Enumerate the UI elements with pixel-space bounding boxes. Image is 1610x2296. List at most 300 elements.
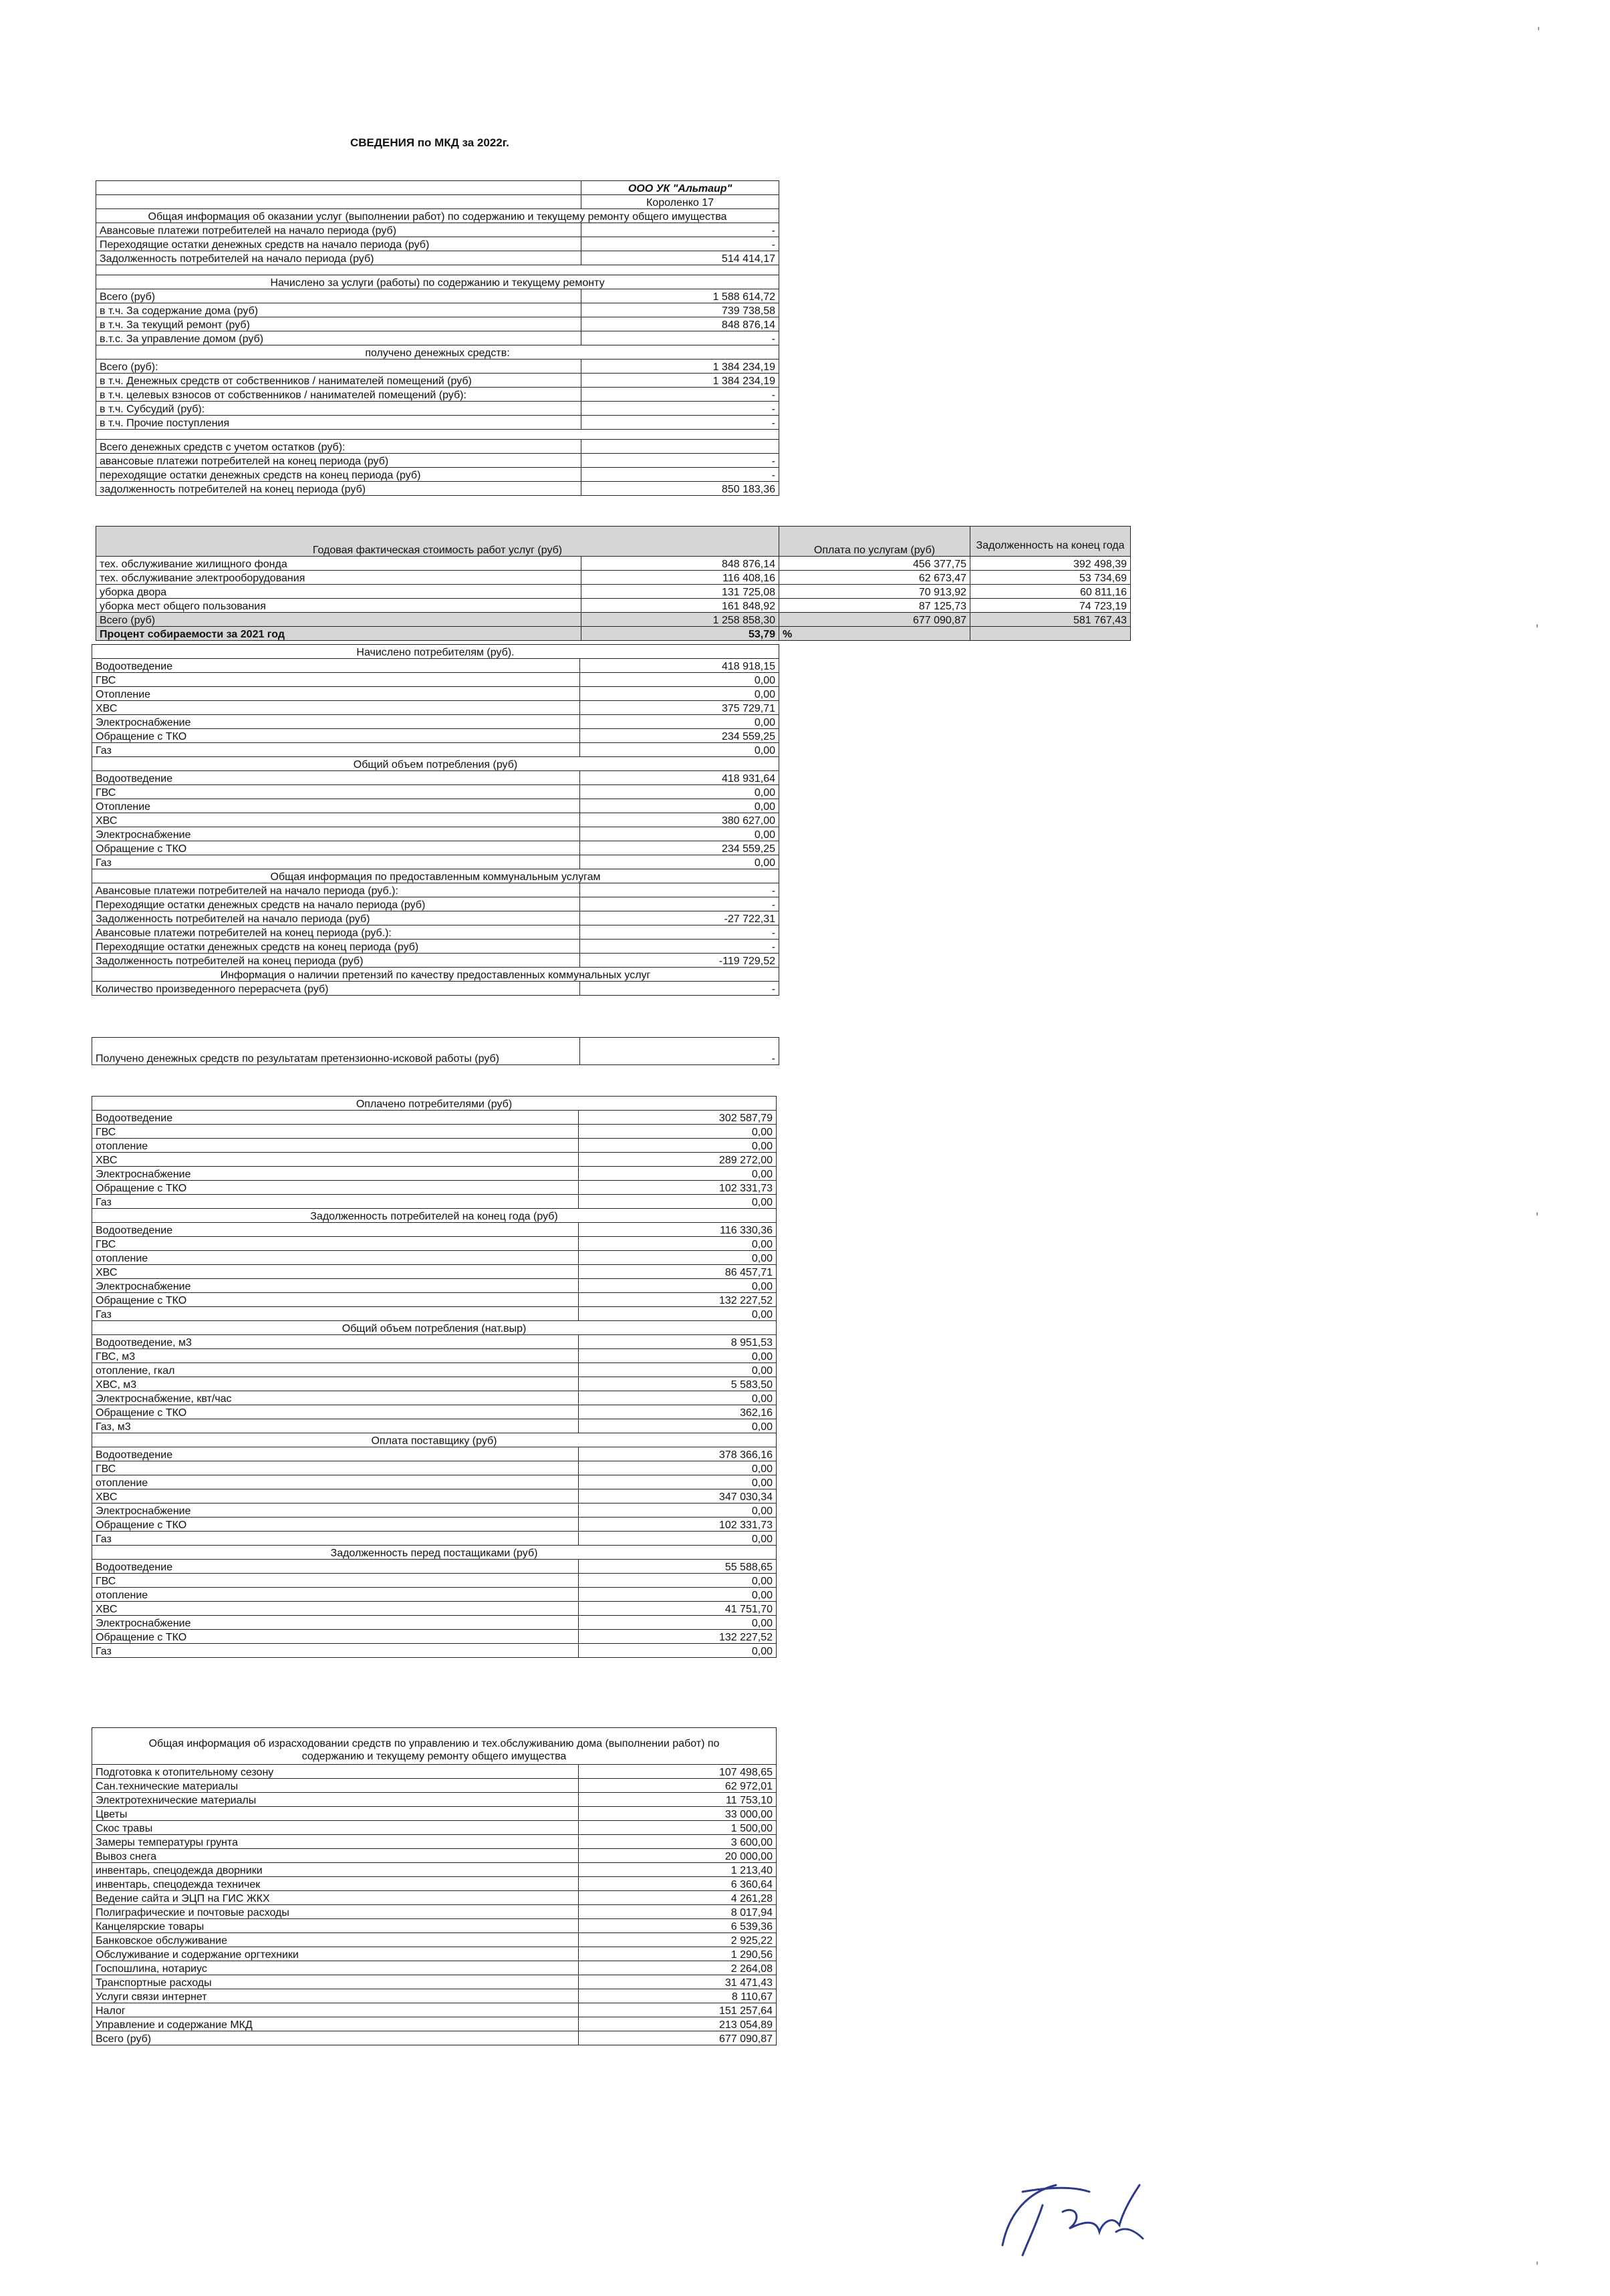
accrued-value: 848 876,14 — [581, 317, 779, 331]
consumption-rub-label: Электроснабжение — [92, 827, 580, 841]
annual-paid: 456 377,75 — [779, 557, 970, 571]
utilities-info-value: - — [580, 897, 779, 911]
general-row — [96, 223, 779, 237]
balance-end-label: Всего денежных средств с учетом остатков (руб): — [96, 440, 581, 454]
supplier-debt-row — [92, 1560, 777, 1574]
supplier-debt-value: 132 227,52 — [579, 1630, 777, 1644]
paid-label: ХВС — [92, 1153, 579, 1167]
charged-label: ХВС — [92, 701, 580, 715]
utilities-info-label: Авансовые платежи потребителей на начало периода (руб.): — [92, 883, 580, 897]
scan-mark-top: ' — [1537, 24, 1540, 41]
consumption-nat-label: Водоотведение, м3 — [92, 1335, 579, 1349]
supplier-paid-header: Оплата поставщику (руб) — [92, 1433, 777, 1447]
consumption-rub-row — [92, 799, 779, 813]
spending-row — [92, 1877, 777, 1891]
utilities-info-value: -119 729,52 — [580, 954, 779, 968]
received-row — [96, 388, 779, 402]
debt-consumers-label: отопление — [92, 1251, 579, 1265]
spending-row — [92, 1835, 777, 1849]
spending-row — [92, 1961, 777, 1975]
spending-label: Вывоз снега — [92, 1849, 579, 1863]
debt-consumers-row — [92, 1307, 777, 1321]
supplier-debt-value: 0,00 — [579, 1616, 777, 1630]
spending-row — [92, 1821, 777, 1835]
accrued-value: 739 738,58 — [581, 303, 779, 317]
supplier-debt-row — [92, 1588, 777, 1602]
spacer-1 — [96, 265, 779, 275]
charged-label: Электроснабжение — [92, 715, 580, 729]
consumption-nat-header-row — [92, 1321, 777, 1335]
spending-row — [92, 1989, 777, 2003]
consumption-nat-row — [92, 1419, 777, 1433]
charged-label: Водоотведение — [92, 659, 580, 673]
charged-label: Обращение с ТКО — [92, 729, 580, 743]
supplier-debt-row — [92, 1616, 777, 1630]
debt-consumers-label: Электроснабжение — [92, 1279, 579, 1293]
paid-header: Оплачено потребителями (руб) — [92, 1097, 777, 1111]
annual-col3-header: Задолженность на конец года — [970, 527, 1131, 557]
claims-received-row — [92, 1038, 779, 1065]
percent-unit: % — [779, 627, 970, 641]
charged-row — [92, 659, 779, 673]
consumption-rub-value: 234 559,25 — [580, 841, 779, 855]
received-value: - — [581, 388, 779, 402]
supplier-paid-label: ХВС — [92, 1489, 579, 1503]
consumption-rub-label: ХВС — [92, 813, 580, 827]
debt-consumers-row — [92, 1293, 777, 1307]
supplier-debt-row — [92, 1602, 777, 1616]
utilities-info-value: - — [580, 940, 779, 954]
spending-label: Транспортные расходы — [92, 1975, 579, 1989]
received-label: в т.ч. Субсудий (руб): — [96, 402, 581, 416]
consumption-nat-label: Обращение с ТКО — [92, 1405, 579, 1419]
accrued-label: Всего (руб) — [96, 289, 581, 303]
consumption-rub-row — [92, 771, 779, 785]
annual-debt: 581 767,43 — [970, 613, 1131, 627]
spending-row — [92, 2017, 777, 2031]
balance-end-row — [96, 482, 779, 496]
annual-row — [96, 599, 1131, 613]
debt-consumers-row — [92, 1265, 777, 1279]
supplier-debt-header-row — [92, 1546, 777, 1560]
supplier-paid-value: 378 366,16 — [579, 1447, 777, 1461]
spending-value: 213 054,89 — [579, 2017, 777, 2031]
consumption-nat-label: Газ, м3 — [92, 1419, 579, 1433]
utilities-info-label: Переходящие остатки денежных средств на начало периода (руб) — [92, 897, 580, 911]
supplier-debt-label: Водоотведение — [92, 1560, 579, 1574]
annual-paid: 62 673,47 — [779, 571, 970, 585]
consumption-nat-label: ХВС, м3 — [92, 1377, 579, 1391]
spending-row — [92, 1919, 777, 1933]
spending-label: Всего (руб) — [92, 2031, 579, 2045]
utilities-info-value: - — [580, 883, 779, 897]
annual-col2-header: Оплата по услугам (руб) — [779, 527, 970, 557]
document-title: СВЕДЕНИЯ по МКД за 2022г. — [350, 136, 509, 149]
org-name: ООО УК "Альтаир" — [581, 181, 779, 195]
debt-consumers-header: Задолженность потребителей на конец года (руб) — [92, 1209, 777, 1223]
spending-header: Общая информация об израсходовании средств по управлению и тех.обслуживанию дома (выполнении работ) по содержанию и текущему ремонту общего имущества — [92, 1728, 777, 1765]
received-row — [96, 416, 779, 430]
spending-label: Ведение сайта и ЭЦП на ГИС ЖКХ — [92, 1891, 579, 1905]
spending-row — [92, 1765, 777, 1779]
balance-end-label: задолженность потребителей на конец периода (руб) — [96, 482, 581, 496]
annual-label: уборка мест общего пользования — [96, 599, 581, 613]
debt-consumers-value: 116 330,36 — [579, 1223, 777, 1237]
utilities-table — [92, 644, 779, 996]
paid-header-row — [92, 1097, 777, 1111]
consumption-nat-row — [92, 1377, 777, 1391]
charged-value: 375 729,71 — [580, 701, 779, 715]
annual-cost: 848 876,14 — [581, 557, 779, 571]
consumption-nat-row — [92, 1391, 777, 1405]
paid-label: Обращение с ТКО — [92, 1181, 579, 1195]
consumption-nat-row — [92, 1405, 777, 1419]
paid-row — [92, 1125, 777, 1139]
recalc-row — [92, 982, 779, 996]
annual-debt: 392 498,39 — [970, 557, 1131, 571]
received-row — [96, 360, 779, 374]
spending-row — [92, 1807, 777, 1821]
paid-row — [92, 1111, 777, 1125]
supplier-paid-value: 102 331,73 — [579, 1518, 777, 1532]
received-header-row — [96, 345, 779, 360]
supplier-debt-label: Электроснабжение — [92, 1616, 579, 1630]
supplier-paid-label: Электроснабжение — [92, 1503, 579, 1518]
spending-label: Канцелярские товары — [92, 1919, 579, 1933]
received-row — [96, 374, 779, 388]
accrued-label: в т.ч. За текущий ремонт (руб) — [96, 317, 581, 331]
debt-consumers-label: ХВС — [92, 1265, 579, 1279]
annual-row — [96, 585, 1131, 599]
spending-value: 11 753,10 — [579, 1793, 777, 1807]
scan-mark-right: ' — [1536, 621, 1539, 638]
spending-row — [92, 2031, 777, 2045]
spending-row — [92, 1779, 777, 1793]
spending-value: 1 500,00 — [579, 1821, 777, 1835]
charged-value: 0,00 — [580, 743, 779, 757]
consumption-rub-value: 0,00 — [580, 785, 779, 799]
charged-value: 0,00 — [580, 673, 779, 687]
supplier-paid-value: 0,00 — [579, 1532, 777, 1546]
annual-header-row — [96, 527, 1131, 557]
paid-value: 102 331,73 — [579, 1181, 777, 1195]
annual-row — [96, 613, 1131, 627]
utilities-info-header: Общая информация по предоставленным коммунальным услугам — [92, 869, 779, 883]
annual-col1-header: Годовая фактическая стоимость работ услуг (руб) — [96, 527, 779, 557]
percent-value: 53,79 — [581, 627, 779, 641]
debt-consumers-value: 0,00 — [579, 1307, 777, 1321]
spending-label: Полиграфические и почтовые расходы — [92, 1905, 579, 1919]
spending-label: Цветы — [92, 1807, 579, 1821]
accrued-value: - — [581, 331, 779, 345]
annual-cost: 1 258 858,30 — [581, 613, 779, 627]
spending-value: 6 360,64 — [579, 1877, 777, 1891]
paid-value: 302 587,79 — [579, 1111, 777, 1125]
consumption-nat-row — [92, 1363, 777, 1377]
spending-label: Услуги связи интернет — [92, 1989, 579, 2003]
utilities-info-header-row — [92, 869, 779, 883]
charged-row — [92, 715, 779, 729]
spending-row — [92, 2003, 777, 2017]
received-label: в т.ч. целевых взносов от собственников / нанимателей помещений (руб): — [96, 388, 581, 402]
charged-label: Газ — [92, 743, 580, 757]
spending-value: 33 000,00 — [579, 1807, 777, 1821]
paid-value: 0,00 — [579, 1195, 777, 1209]
address-row — [96, 195, 779, 209]
paid-label: Газ — [92, 1195, 579, 1209]
annual-paid: 677 090,87 — [779, 613, 970, 627]
balance-end-value — [581, 440, 779, 454]
accrued-label: в.т.с. За управление домом (руб) — [96, 331, 581, 345]
org-row — [96, 181, 779, 195]
address: Короленко 17 — [581, 195, 779, 209]
paid-label: ГВС — [92, 1125, 579, 1139]
general-header-row — [96, 209, 779, 223]
supplier-paid-value: 0,00 — [579, 1475, 777, 1489]
received-header: получено денежных средств: — [96, 345, 779, 360]
charged-value: 0,00 — [580, 687, 779, 701]
spending-value: 4 261,28 — [579, 1891, 777, 1905]
paid-label: отопление — [92, 1139, 579, 1153]
consumption-rub-label: Водоотведение — [92, 771, 580, 785]
balance-end-label: авансовые платежи потребителей на конец периода (руб) — [96, 454, 581, 468]
handwritten-signature — [982, 2165, 1156, 2272]
spending-header-row — [92, 1728, 777, 1765]
spacer-2 — [96, 430, 779, 440]
utilities-info-row — [92, 883, 779, 897]
supplier-paid-row — [92, 1489, 777, 1503]
consumption-nat-value: 0,00 — [579, 1419, 777, 1433]
spending-label: Обслуживание и содержание оргтехники — [92, 1947, 579, 1961]
supplier-debt-row — [92, 1574, 777, 1588]
debt-consumers-label: Водоотведение — [92, 1223, 579, 1237]
supplier-debt-label: Обращение с ТКО — [92, 1630, 579, 1644]
accrued-row — [96, 289, 779, 303]
spending-value: 677 090,87 — [579, 2031, 777, 2045]
supplier-paid-label: Обращение с ТКО — [92, 1518, 579, 1532]
annual-debt: 53 734,69 — [970, 571, 1131, 585]
debt-consumers-row — [92, 1223, 777, 1237]
supplier-debt-value: 55 588,65 — [579, 1560, 777, 1574]
general-row — [96, 237, 779, 251]
annual-row — [96, 571, 1131, 585]
balance-end-row — [96, 440, 779, 454]
accrued-label: в т.ч. За содержание дома (руб) — [96, 303, 581, 317]
utilities-info-label: Авансовые платежи потребителей на конец периода (руб.): — [92, 925, 580, 940]
charged-header-row — [92, 645, 779, 659]
spending-value: 2 925,22 — [579, 1933, 777, 1947]
spending-label: Банковское обслуживание — [92, 1933, 579, 1947]
debt-consumers-header-row — [92, 1209, 777, 1223]
consumption-nat-label: ГВС, м3 — [92, 1349, 579, 1363]
paid-row — [92, 1181, 777, 1195]
accrued-row — [96, 317, 779, 331]
consumption-rub-value: 380 627,00 — [580, 813, 779, 827]
paid-row — [92, 1153, 777, 1167]
supplier-debt-row — [92, 1630, 777, 1644]
supplier-debt-value: 0,00 — [579, 1574, 777, 1588]
charged-row — [92, 743, 779, 757]
spending-value: 6 539,36 — [579, 1919, 777, 1933]
percent-blank — [970, 627, 1131, 641]
annual-debt: 74 723,19 — [970, 599, 1131, 613]
supplier-debt-label: ХВС — [92, 1602, 579, 1616]
supplier-paid-row — [92, 1503, 777, 1518]
debt-consumers-label: Обращение с ТКО — [92, 1293, 579, 1307]
consumption-rub-label: Отопление — [92, 799, 580, 813]
spending-label: Управление и содержание МКД — [92, 2017, 579, 2031]
spending-label: Сан.технические материалы — [92, 1779, 579, 1793]
balance-end-label: переходящие остатки денежных средств на конец периода (руб) — [96, 468, 581, 482]
supplier-debt-value: 41 751,70 — [579, 1602, 777, 1616]
supplier-debt-row — [92, 1644, 777, 1658]
supplier-debt-value: 0,00 — [579, 1588, 777, 1602]
charged-label: ГВС — [92, 673, 580, 687]
consumption-nat-value: 362,16 — [579, 1405, 777, 1419]
charged-value: 418 918,15 — [580, 659, 779, 673]
spending-row — [92, 1947, 777, 1961]
consumption-rub-value: 0,00 — [580, 855, 779, 869]
consumption-nat-value: 0,00 — [579, 1349, 777, 1363]
paid-row — [92, 1139, 777, 1153]
received-value: - — [581, 416, 779, 430]
utilities-info-label: Задолженность потребителей на конец периода (руб) — [92, 954, 580, 968]
supplier-debt-label: отопление — [92, 1588, 579, 1602]
supplier-debt-header: Задолженность перед постащиками (руб) — [92, 1546, 777, 1560]
supplier-paid-value: 347 030,34 — [579, 1489, 777, 1503]
charged-header: Начислено потребителям (руб). — [92, 645, 779, 659]
utilities-info-row — [92, 940, 779, 954]
annual-debt: 60 811,16 — [970, 585, 1131, 599]
scan-mark-bottom: ' — [1536, 2259, 1539, 2275]
claims-header: Информация о наличии претензий по качеству предоставленных коммунальных услуг — [92, 968, 779, 982]
accrued-row — [96, 303, 779, 317]
spending-value: 2 264,08 — [579, 1961, 777, 1975]
spending-value: 8 110,67 — [579, 1989, 777, 2003]
paid-value: 0,00 — [579, 1139, 777, 1153]
supplier-debt-value: 0,00 — [579, 1644, 777, 1658]
balance-end-value: - — [581, 454, 779, 468]
supplier-paid-value: 0,00 — [579, 1461, 777, 1475]
received-label: Всего (руб): — [96, 360, 581, 374]
accrued-value: 1 588 614,72 — [581, 289, 779, 303]
scan-mark-right-2: ' — [1536, 1209, 1539, 1226]
balance-end-value: - — [581, 468, 779, 482]
general-label: Авансовые платежи потребителей на начало периода (руб) — [96, 223, 581, 237]
utilities-info-label: Задолженность потребителей на начало периода (руб) — [92, 911, 580, 925]
charged-row — [92, 687, 779, 701]
paid-value: 0,00 — [579, 1125, 777, 1139]
utilities-info-label: Переходящие остатки денежных средств на конец периода (руб) — [92, 940, 580, 954]
spending-value: 1 290,56 — [579, 1947, 777, 1961]
spending-row — [92, 1975, 777, 1989]
consumption-rub-label: Газ — [92, 855, 580, 869]
annual-cost-table — [96, 526, 1131, 641]
consumption-rub-row — [92, 813, 779, 827]
spending-value: 20 000,00 — [579, 1849, 777, 1863]
spending-label: Подготовка к отопительному сезону — [92, 1765, 579, 1779]
spending-row — [92, 1933, 777, 1947]
consumption-rub-value: 418 931,64 — [580, 771, 779, 785]
general-value: - — [581, 223, 779, 237]
spending-value: 31 471,43 — [579, 1975, 777, 1989]
charged-value: 234 559,25 — [580, 729, 779, 743]
spending-row — [92, 1891, 777, 1905]
consumption-nat-value: 0,00 — [579, 1363, 777, 1377]
general-label: Переходящие остатки денежных средств на начало периода (руб) — [96, 237, 581, 251]
debt-consumers-value: 86 457,71 — [579, 1265, 777, 1279]
utilities-info-value: -27 722,31 — [580, 911, 779, 925]
consumption-rub-row — [92, 841, 779, 855]
balance-end-row — [96, 454, 779, 468]
general-value: - — [581, 237, 779, 251]
spending-label: Замеры температуры грунта — [92, 1835, 579, 1849]
supplier-paid-label: отопление — [92, 1475, 579, 1489]
spending-row — [92, 1863, 777, 1877]
spacer-2-cell — [96, 430, 779, 440]
supplier-paid-row — [92, 1475, 777, 1489]
paid-label: Электроснабжение — [92, 1167, 579, 1181]
annual-paid: 87 125,73 — [779, 599, 970, 613]
annual-row — [96, 557, 1131, 571]
supplier-paid-row — [92, 1447, 777, 1461]
spending-row — [92, 1793, 777, 1807]
consumption-nat-label: Электроснабжение, квт/час — [92, 1391, 579, 1405]
spacer-1-cell — [96, 265, 779, 275]
charged-row — [92, 673, 779, 687]
supplier-paid-row — [92, 1518, 777, 1532]
recalc-value: - — [580, 982, 779, 996]
consumption-rub-value: 0,00 — [580, 799, 779, 813]
debt-consumers-value: 0,00 — [579, 1237, 777, 1251]
consumption-rub-label: Обращение с ТКО — [92, 841, 580, 855]
spending-value: 62 972,01 — [579, 1779, 777, 1793]
supplier-paid-row — [92, 1532, 777, 1546]
recalc-label: Количество произведенного перерасчета (руб) — [92, 982, 580, 996]
consumption-nat-label: отопление, гкал — [92, 1363, 579, 1377]
general-header: Общая информация об оказании услуг (выполнении работ) по содержанию и текущему ремонту общего имущества — [96, 209, 779, 223]
consumption-rub-row — [92, 785, 779, 799]
spending-value: 107 498,65 — [579, 1765, 777, 1779]
spending-row — [92, 1905, 777, 1919]
balance-end-row — [96, 468, 779, 482]
annual-paid: 70 913,92 — [779, 585, 970, 599]
received-value: - — [581, 402, 779, 416]
supplier-paid-value: 0,00 — [579, 1503, 777, 1518]
received-label: в т.ч. Денежных средств от собственников / нанимателей помещений (руб) — [96, 374, 581, 388]
spending-label: Электротехнические материалы — [92, 1793, 579, 1807]
paid-row — [92, 1167, 777, 1181]
supplier-debt-label: Газ — [92, 1644, 579, 1658]
org-blank — [96, 181, 581, 195]
received-value: 1 384 234,19 — [581, 374, 779, 388]
debt-consumers-row — [92, 1279, 777, 1293]
consumption-nat-value: 5 583,50 — [579, 1377, 777, 1391]
supplier-debt-label: ГВС — [92, 1574, 579, 1588]
debt-consumers-row — [92, 1237, 777, 1251]
accrued-header-row — [96, 275, 779, 289]
utilities-info-value: - — [580, 925, 779, 940]
address-blank — [96, 195, 581, 209]
debt-consumers-label: ГВС — [92, 1237, 579, 1251]
claims-received-label: Получено денежных средств по результатам претензионно-исковой работы (руб) — [92, 1038, 580, 1065]
supplier-paid-label: Водоотведение — [92, 1447, 579, 1461]
debt-consumers-value: 132 227,52 — [579, 1293, 777, 1307]
utilities-info-row — [92, 911, 779, 925]
consumption-nat-value: 0,00 — [579, 1391, 777, 1405]
spending-table — [92, 1727, 777, 2045]
spending-row — [92, 1849, 777, 1863]
